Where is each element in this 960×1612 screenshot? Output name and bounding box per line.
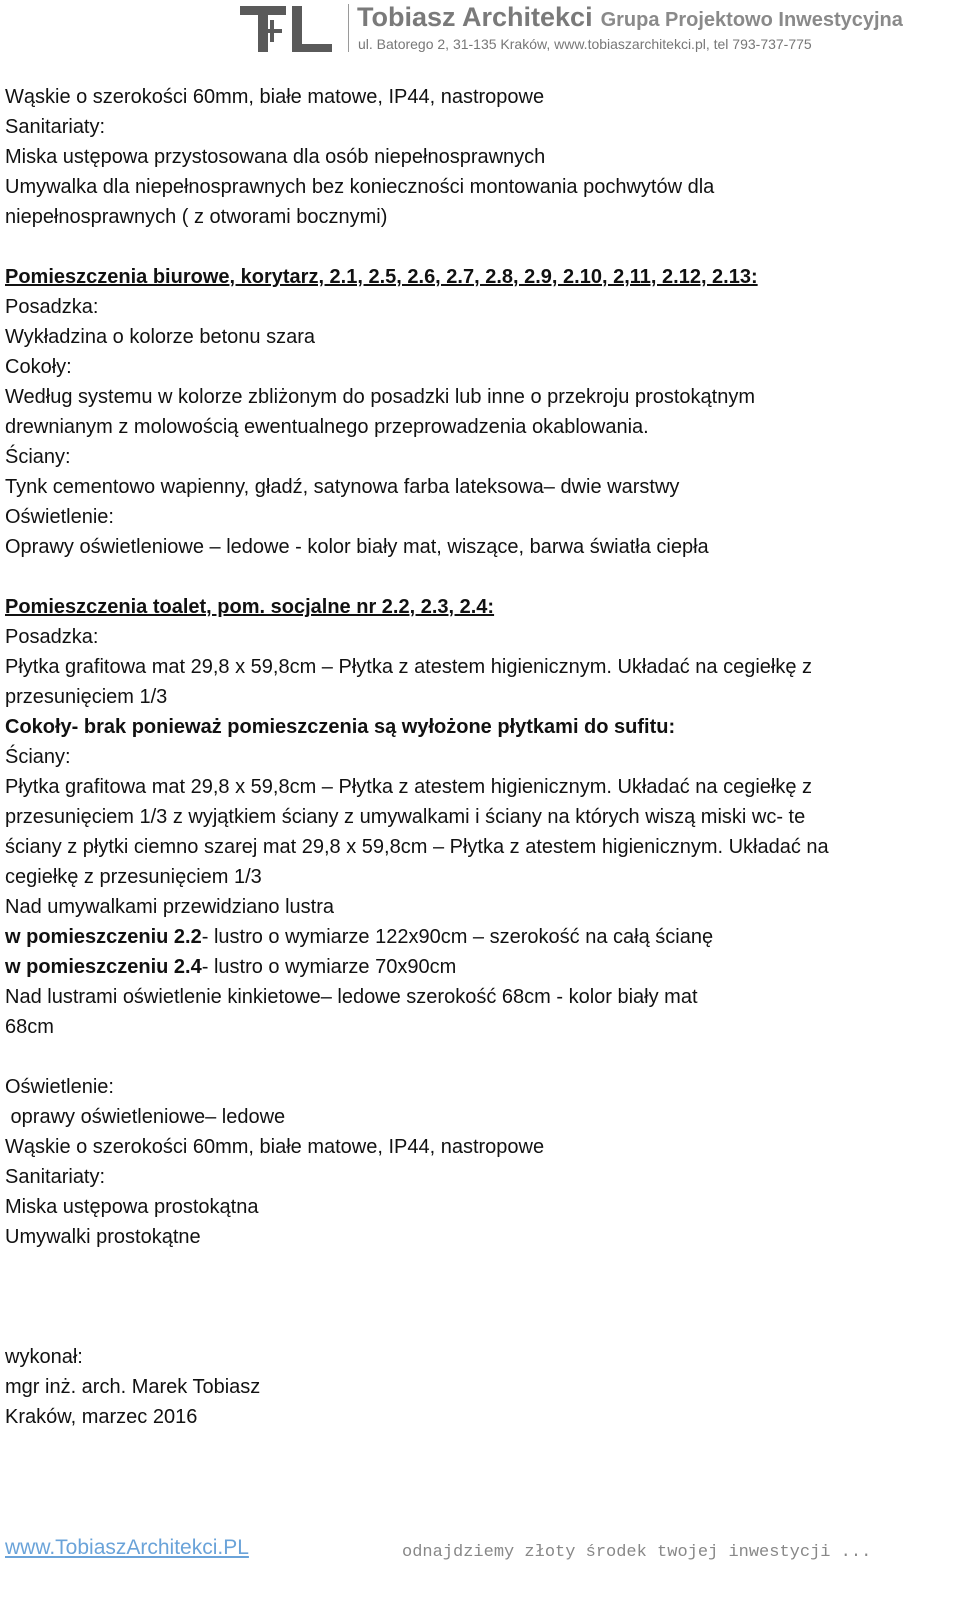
text-line: Tynk cementowo wapienny, gładź, satynowa farba lateksowa– dwie warstwy [5, 476, 680, 498]
company-title [357, 2, 903, 33]
text-line: Wąskie o szerokości 60mm, białe matowe, IP44, nastropowe [5, 86, 545, 108]
text-line: przesunięciem 1/3 [5, 686, 168, 708]
company-name: Tobiasz Architekci [357, 2, 593, 32]
text-line: Umywalka dla niepełnosprawnych bez konieczności montowania pochwytów dla [5, 176, 715, 198]
mirror-spec: - lustro o wymiarze 122x90cm – szerokość na całą ścianę [201, 926, 714, 948]
company-address: ul. Batorego 2, 31-135 Kraków, www.tobiaszarchitekci.pl, tel 793-737-775 [358, 36, 812, 52]
section-label: Sanitariaty: [5, 1166, 106, 1188]
room-ref: w pomieszczeniu 2.4 [5, 956, 202, 978]
baseboard-note: Cokoły- brak ponieważ pomieszczenia są wyłożone płytkami do sufitu: [5, 716, 676, 738]
room-ref: w pomieszczeniu 2.2 [5, 926, 202, 948]
mirror-spec: - lustro o wymiarze 70x90cm [201, 956, 457, 978]
text-line: Umywalki prostokątne [5, 1226, 201, 1248]
text-line: Miska ustępowa prostokątna [5, 1196, 259, 1218]
text-line: Wąskie o szerokości 60mm, białe matowe, IP44, nastropowe [5, 1136, 545, 1158]
text-line: Nad lustrami oświetlenie kinkietowe– ledowe szerokość 68cm - kolor biały mat [5, 986, 698, 1008]
company-group: Grupa Projektowo Inwestycyjna [600, 9, 903, 31]
text-line: cegiełkę z przesunięciem 1/3 [5, 866, 262, 888]
section-label: Oświetlenie: [5, 1076, 114, 1098]
section-label: Sanitariaty: [5, 116, 106, 138]
text-line: Oprawy oświetleniowe – ledowe - kolor biały mat, wiszące, barwa światła ciepła [5, 536, 709, 558]
text-line: niepełnosprawnych ( z otworami bocznymi) [5, 206, 388, 228]
section-label: Oświetlenie: [5, 506, 114, 528]
document-body [5, 82, 955, 1432]
text-line: drewnianym z molowością ewentualnego przeprowadzenia okablowania. [5, 416, 649, 438]
tl-monogram-logo-icon [240, 4, 338, 54]
text-line: oprawy oświetleniowe– ledowe [5, 1106, 286, 1128]
section-label: Posadzka: [5, 626, 99, 648]
footer-tagline: odnajdziemy złoty środek twojej inwestycji ... [402, 1543, 872, 1562]
text-line: Nad umywalkami przewidziano lustra [5, 896, 335, 918]
header-divider [348, 4, 349, 52]
signature-place-date: Kraków, marzec 2016 [5, 1406, 198, 1428]
text-line [5, 952, 955, 982]
section-label: Ściany: [5, 746, 71, 768]
signature-label: wykonał: [5, 1346, 83, 1368]
section-title-toilets: Pomieszczenia toalet, pom. socjalne nr 2.2, 2.3, 2.4: [5, 596, 495, 618]
section-title-offices: Pomieszczenia biurowe, korytarz, 2.1, 2.5, 2.6, 2.7, 2.8, 2.9, 2.10, 2,11, 2.12, 2.13: [5, 266, 758, 288]
text-line: Płytka grafitowa mat 29,8 x 59,8cm – Płytka z atestem higienicznym. Układać na cegiełkę z [5, 776, 813, 798]
text-line: Płytka grafitowa mat 29,8 x 59,8cm – Płytka z atestem higienicznym. Układać na cegiełkę z [5, 656, 813, 678]
text-line: Wykładzina o kolorze betonu szara [5, 326, 315, 348]
text-line [5, 922, 955, 952]
text-line: 68cm [5, 1016, 54, 1038]
section-label: Ściany: [5, 446, 71, 468]
footer-website-link[interactable]: www.TobiaszArchitekci.PL [5, 1536, 249, 1559]
section-label: Cokoły: [5, 356, 72, 378]
text-line: przesunięciem 1/3 z wyjątkiem ściany z umywalkami i ściany na których wiszą miski wc- te [5, 806, 806, 828]
text-line: ściany z płytki ciemno szarej mat 29,8 x 59,8cm – Płytka z atestem higienicznym. Układać na [5, 836, 829, 858]
signature-name: mgr inż. arch. Marek Tobiasz [5, 1376, 261, 1398]
section-label: Posadzka: [5, 296, 99, 318]
text-line: Według systemu w kolorze zbliżonym do posadzki lub inne o przekroju prostokątnym [5, 386, 755, 408]
text-line: Miska ustępowa przystosowana dla osób niepełnosprawnych [5, 146, 546, 168]
page-header [0, 0, 960, 60]
